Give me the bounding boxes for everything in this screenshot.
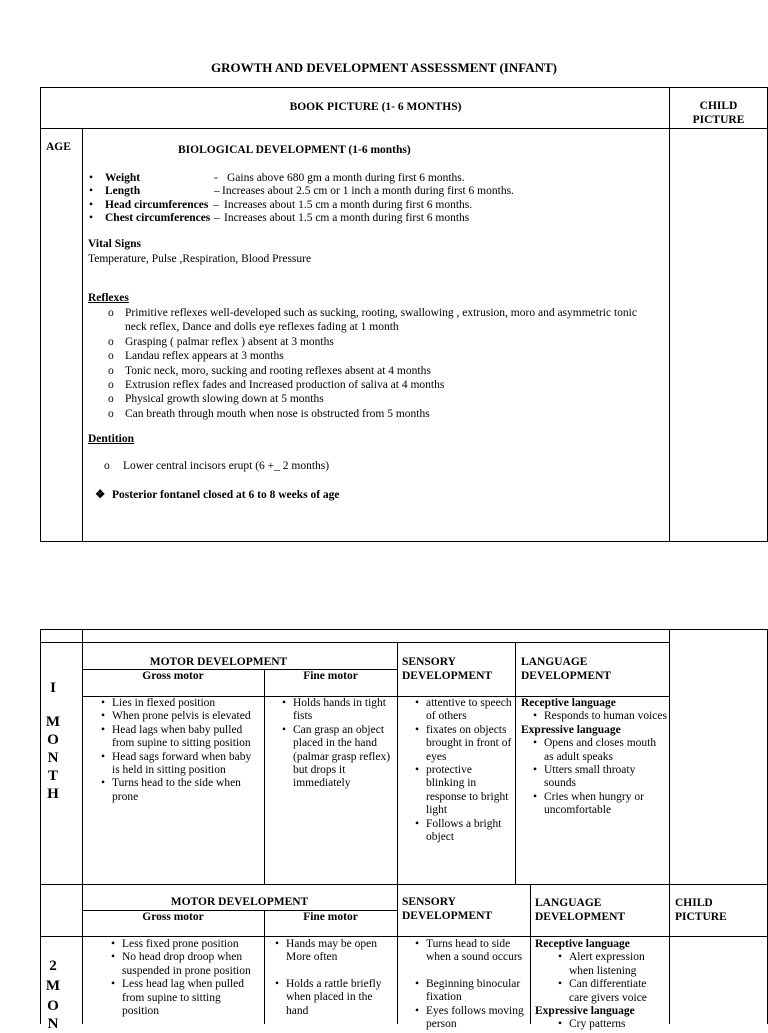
measure-label: Length xyxy=(105,185,141,198)
age-label: AGE xyxy=(46,141,71,153)
language-heading xyxy=(521,656,611,683)
list-item: • Responds to human voices xyxy=(530,710,667,723)
fontanel-text: Posterior fontanel closed at 6 to 8 weeks of age xyxy=(112,489,340,501)
month-letter: T xyxy=(47,768,58,784)
sensory-heading-line2: DEVELOPMENT xyxy=(402,909,493,922)
list-item: • Lies in flexed position xyxy=(98,697,260,710)
month-letter: 2 xyxy=(49,958,57,974)
measure-sep: – xyxy=(214,212,220,225)
reflex-item: o Extrusion reflex fades and Increased production of saliva at 4 months xyxy=(88,378,653,392)
measure-sep: – xyxy=(214,185,220,198)
measure-sep: - xyxy=(214,172,218,184)
month-letter: M xyxy=(45,978,61,994)
fine-motor-heading: Fine motor xyxy=(303,911,358,923)
diamond-bullet-icon: ❖ xyxy=(95,489,106,501)
measure-label: Weight xyxy=(105,172,141,184)
measure-row-length: • Length – Increases about 2.5 cm or 1 inch a month during first 6 months. xyxy=(89,185,514,198)
list-item: • Utters small throaty sounds xyxy=(530,764,667,791)
list-item: • Cry patterns xyxy=(555,1018,667,1031)
list-item: • Holds hands in tight fists xyxy=(279,697,395,724)
receptive-label: Receptive language xyxy=(535,938,630,950)
list-item: • protective blinking in response to bright light xyxy=(412,764,512,818)
vital-signs-heading: Vital Signs xyxy=(88,238,141,250)
dentition-item: o Lower central incisors erupt (6 +_ 2 months) xyxy=(104,460,330,472)
month-letter: I xyxy=(50,680,56,696)
language-heading-line1: LANGUAGE xyxy=(535,897,602,909)
reflex-item: o Grasping ( palmar reflex ) absent at 3 months xyxy=(88,335,653,349)
expressive-label: Expressive language xyxy=(535,1005,635,1018)
measure-row-weight: • Weight - Gains above 680 gm a month during first 6 months. xyxy=(89,172,465,184)
reflex-item: o Can breath through mouth when nose is obstructed from 5 months xyxy=(88,407,653,421)
sensory-heading-line1: SENSORY xyxy=(402,656,456,668)
month1-language xyxy=(521,697,667,818)
list-item: • Can grasp an object placed in the hand (palmar grasp reflex) but drops it immediately xyxy=(279,724,395,791)
measure-row-chest: • Chest circumferences – Increases about 1.5 cm a month during first 6 months xyxy=(89,212,470,225)
language-heading xyxy=(535,897,625,924)
sensory-heading-line2: DEVELOPMENT xyxy=(402,669,493,682)
measurements-list xyxy=(88,172,663,226)
list-item: • Cries when hungry or uncomfortable xyxy=(530,791,667,818)
month-letter: M xyxy=(45,714,61,730)
reflex-item: o Physical growth slowing down at 5 months xyxy=(88,392,653,406)
list-item: • attentive to speech of others xyxy=(412,697,512,724)
list-item: • Follows a bright object xyxy=(412,818,512,845)
child-picture-header xyxy=(670,100,767,127)
motor-development-heading: MOTOR DEVELOPMENT xyxy=(170,896,309,908)
month2-gross-list xyxy=(108,938,260,1018)
list-item: • Opens and closes mouth as adult speaks xyxy=(530,737,667,764)
reflexes-list xyxy=(88,306,653,421)
language-heading-line2: DEVELOPMENT xyxy=(535,910,626,923)
list-item: • fixates on objects brought in front of eyes xyxy=(412,724,512,764)
gross-motor-heading: Gross motor xyxy=(142,911,204,923)
list-item: • Turns head to the side when prone xyxy=(98,777,260,804)
month2-sensory-list xyxy=(412,938,528,1031)
month-letter: O xyxy=(47,998,59,1014)
month1-fine-list xyxy=(279,697,395,791)
list-item: • Beginning binocular fixation xyxy=(412,978,528,1005)
child-picture-heading xyxy=(675,897,727,924)
month1-gross-list xyxy=(98,697,260,804)
list-item: • When prone pelvis is elevated xyxy=(98,710,260,723)
page-title: GROWTH AND DEVELOPMENT ASSESSMENT (INFANT) xyxy=(210,60,557,75)
fontanel-note xyxy=(95,487,340,501)
list-item: • Turns head to side when a sound occurs xyxy=(412,938,528,965)
month-letter: N xyxy=(47,750,59,766)
list-item: • Head lags when baby pulled from supine to sitting position xyxy=(98,724,260,751)
reflex-item: o Tonic neck, moro, sucking and rooting reflexes absent at 4 months xyxy=(88,364,653,378)
fine-motor-heading: Fine motor xyxy=(303,670,358,682)
dentition-heading: Dentition xyxy=(88,433,134,445)
reflexes-heading: Reflexes xyxy=(88,292,129,304)
sensory-heading xyxy=(402,896,492,923)
month1-sensory-list xyxy=(412,697,512,844)
list-item: • Alert expression when listening xyxy=(555,951,667,978)
sensory-heading xyxy=(402,656,492,683)
reflex-item: o Primitive reflexes well-developed such as sucking, rooting, swallowing , extrusion, moro and asymmetric tonic neck reflex, Dance and dolls eye reflexes fading at 1 month xyxy=(88,306,653,335)
dentition-text: Lower central incisors erupt (6 +_ 2 months) xyxy=(123,460,330,472)
month2-fine-list xyxy=(272,938,394,1018)
measure-text: Gains above 680 gm a month during first 6 months. xyxy=(227,172,465,184)
measure-text: Increases about 1.5 cm a month during first 6 months. xyxy=(224,198,473,211)
language-heading-line2: DEVELOPMENT xyxy=(521,669,612,682)
measure-label: Head circumferences xyxy=(105,198,209,211)
list-item: • Eyes follows moving person xyxy=(412,1005,528,1032)
motor-development-heading: MOTOR DEVELOPMENT xyxy=(149,656,288,668)
month-letter: H xyxy=(47,786,59,802)
expressive-label: Expressive language xyxy=(521,723,621,736)
month2-language xyxy=(535,938,667,1032)
biological-heading: BIOLOGICAL DEVELOPMENT (1-6 months) xyxy=(178,144,411,156)
measure-text: Increases about 1.5 cm a month during first 6 months xyxy=(224,212,470,225)
list-item: • Less fixed prone position xyxy=(108,938,260,951)
reflex-item: o Landau reflex appears at 3 months xyxy=(88,349,653,363)
list-item: • Can differentiate care givers voice xyxy=(555,978,667,1005)
child-picture-line2: PICTURE xyxy=(675,910,727,923)
measure-sep: – xyxy=(213,198,219,211)
child-picture-line2: PICTURE xyxy=(692,113,745,126)
measure-label: Chest circumferences xyxy=(105,212,211,225)
book-picture-header: BOOK PICTURE (1- 6 MONTHS) xyxy=(289,101,462,113)
child-picture-line1: CHILD xyxy=(699,100,738,112)
list-item: • Less head lag when pulled from supine to sitting position xyxy=(108,978,260,1018)
child-picture-line1: CHILD xyxy=(675,897,713,909)
list-item: • Hands may be open More often xyxy=(272,938,394,965)
receptive-label: Receptive language xyxy=(521,697,616,709)
list-item: • Holds a rattle briefly when placed in the hand xyxy=(272,978,394,1018)
month-letter: O xyxy=(47,732,59,748)
language-heading-line1: LANGUAGE xyxy=(521,656,588,668)
gross-motor-heading: Gross motor xyxy=(142,670,204,682)
measure-text: Increases about 2.5 cm or 1 inch a month during first 6 months. xyxy=(222,185,514,198)
sensory-heading-line1: SENSORY xyxy=(402,896,456,908)
list-item: • No head drop droop when suspended in prone position xyxy=(108,951,260,978)
month-letter: N xyxy=(47,1016,59,1032)
vital-signs-text: Temperature, Pulse ,Respiration, Blood Pressure xyxy=(88,253,312,265)
measure-row-head: • Head circumferences – Increases about 1.5 cm a month during first 6 months. xyxy=(89,198,473,211)
list-item: • Head sags forward when baby is held in sitting position xyxy=(98,751,260,778)
